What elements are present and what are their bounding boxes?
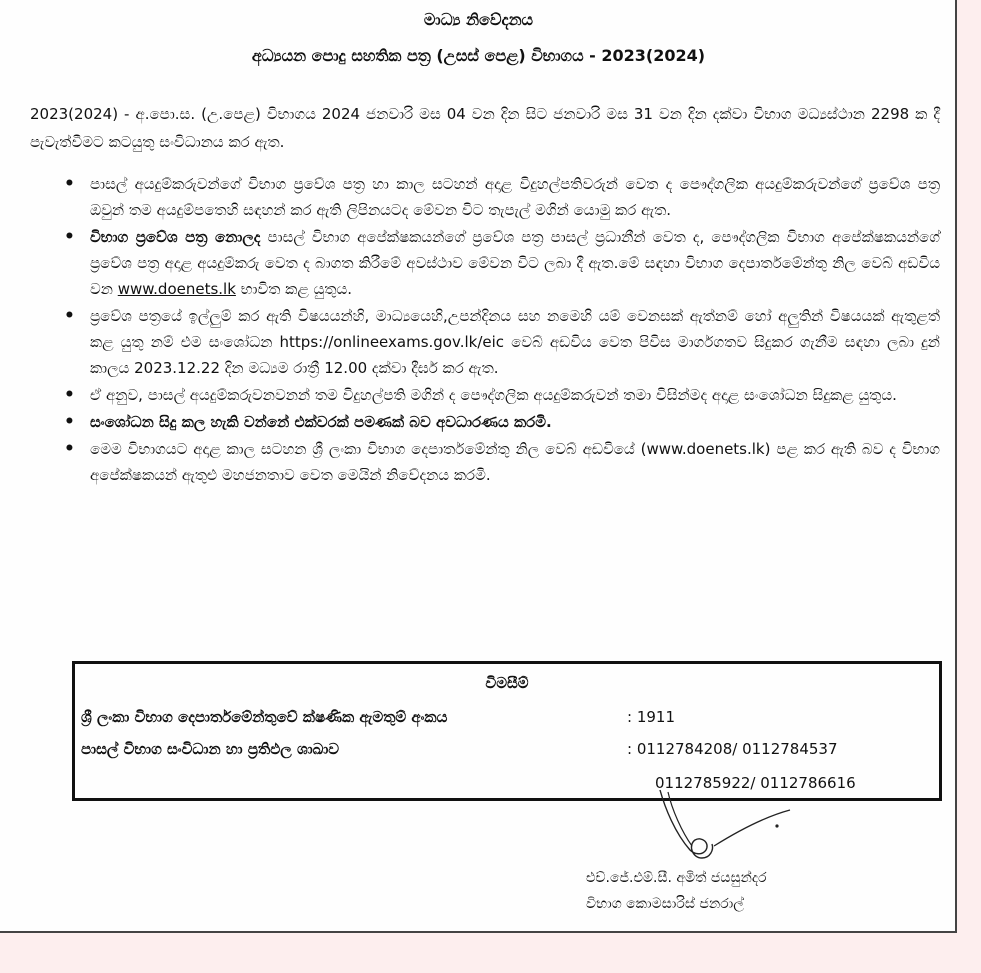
bullet-text-end: භාවිත කළ යුතුය. [235, 279, 353, 298]
school-exams-branch-phones-more: 0112785922/ 0112786616 [655, 774, 856, 792]
bullet-item-download-admission [90, 225, 940, 302]
intro-paragraph: 2023(2024) - අ.පො.ස. (උ.පෙළ) විභාගය 2024 ජනවාරි මස 04 වන දින සිට ජනවාරි මස 31 වන දින දක්වා විභාග මධ්‍යස්ථාන 2298 ක දී පැවැත්වීමට කටයුතු සංවිධානය කර ඇත. [30, 105, 940, 151]
bullet-item-timetable: • මෙම විභාගයට අදාළ කාල සටහන ශ්‍රී ලංකා විභාග දෙපාර්තමේන්තු නිල වෙබ් අඩවියේ (www.doenets.lk) පළ කර ඇති බව ද විභාග අපේක්ෂකයන් ඇතුළු මහජනතාව වෙත මෙයින් නිවේදනය කරමි. [90, 437, 940, 489]
signature-icon [630, 788, 810, 868]
bullet-list [90, 172, 940, 491]
bullet-item-corrections-deadline: • ප්‍රවේශ පත්‍රයේ ඉල්ලුම් කර ඇති විෂයයන්හි, මාධ්‍යයෙහි,උපන්දිනය සහ නමෙහි යම් වෙනසක් ඇත්නම් හෝ අලුතින් විෂයයක් ඇතුළත් කළ යුතු නම් එම සංශෝධන https://onlineexams.gov.lk/eic වෙබ් අඩවිය වෙත පිවිස මාර්ගගතව සිදුකර ගැනීම සඳහා ලබා දුන් කාලය 2023.12.22 දින මධ්‍යම රාත්‍රී 12.00 දක්වා දීර්ඝ කර ඇත. [90, 304, 940, 381]
bullet-item-once-only: • සංශෝධන සිදු කල හැකි වන්නේ එක්වරක් පමණක් බව අවධාරණය කරමි. [90, 410, 940, 436]
bullet-bold-lead: විභාග ප්‍රවේශ පත්‍ර නොලද [90, 228, 261, 247]
doenets-link[interactable]: www.doenets.lk [117, 279, 236, 298]
signatory-title: විභාග කොමසාරිස් ජනරාල් [586, 896, 744, 912]
bullet-item-admission-cards-posted: • පාසල් අයදුම්කරුවන්ගේ විභාග ප්‍රවේශ පත්‍ර හා කාල සටහන් අදාළ විදුහල්පතිවරුන් වෙත ද පෞද්ගලික අයදුම්කරුවන්ගේ ප්‍රවේශ පත්‍ර ඔවුන් තම අයදුම්පතෙහි සඳහන් කර ඇති ලිපිනයටද මේවන විට තැපැල් මගින් යොමු කර ඇත. [90, 172, 940, 224]
inquiries-box [72, 661, 942, 801]
school-exams-branch-label: පාසල් විභාග සංවිධාන හා ප්‍රතිඵල ශාඛාව [81, 740, 340, 758]
bullet-text: පාසල් විභාග අපේක්ෂකයන්ගේ ප්‍රවේශ පත්‍ර පාසල් ප්‍රධානීන් වෙත ද, පෞද්ගලික විභාග අපේක්ෂකයන්ගේ ප්‍රවේශ පත්‍ර අදාළ අයදුම්කරු වෙත ද බාගත කිරීමේ අවස්ථාව මේවන විට ලබා දී ඇත.මේ සඳහා විභාග දෙපාර්තමේන්තු නිල වෙබ් අඩවිය වන [90, 228, 940, 298]
signatory-name: එච්.ජේ.එම්.සී. අමිත් ජයසුන්දර [586, 870, 767, 886]
hotline-number: : 1911 [627, 708, 675, 726]
document-title: මාධ්‍ය නිවේදනය [423, 10, 534, 29]
bullet-item-who-corrects: • ඒ අනුව, පාසල් අයදුම්කරුවනවනන් තම විදුහල්පති මගින් ද පෞද්ගලික අයදුම්කරුවන් තමා විසින්මද අදාළ සංශෝධන සිදුකළ යුතුය. [90, 383, 940, 409]
hotline-label: ශ්‍රී ලංකා විභාග දෙපාර්තමේන්තුවේ ක්ෂණික ඇමතුම් අංකය [81, 708, 448, 726]
school-exams-branch-phones: : 0112784208/ 0112784537 [627, 740, 838, 758]
inquiries-title: විමසීම් [485, 674, 529, 692]
document-subtitle: අධ්‍යයන පොදු සහතික පත්‍ර (උසස් පෙළ) විභාගය - 2023(2024) [251, 46, 706, 65]
